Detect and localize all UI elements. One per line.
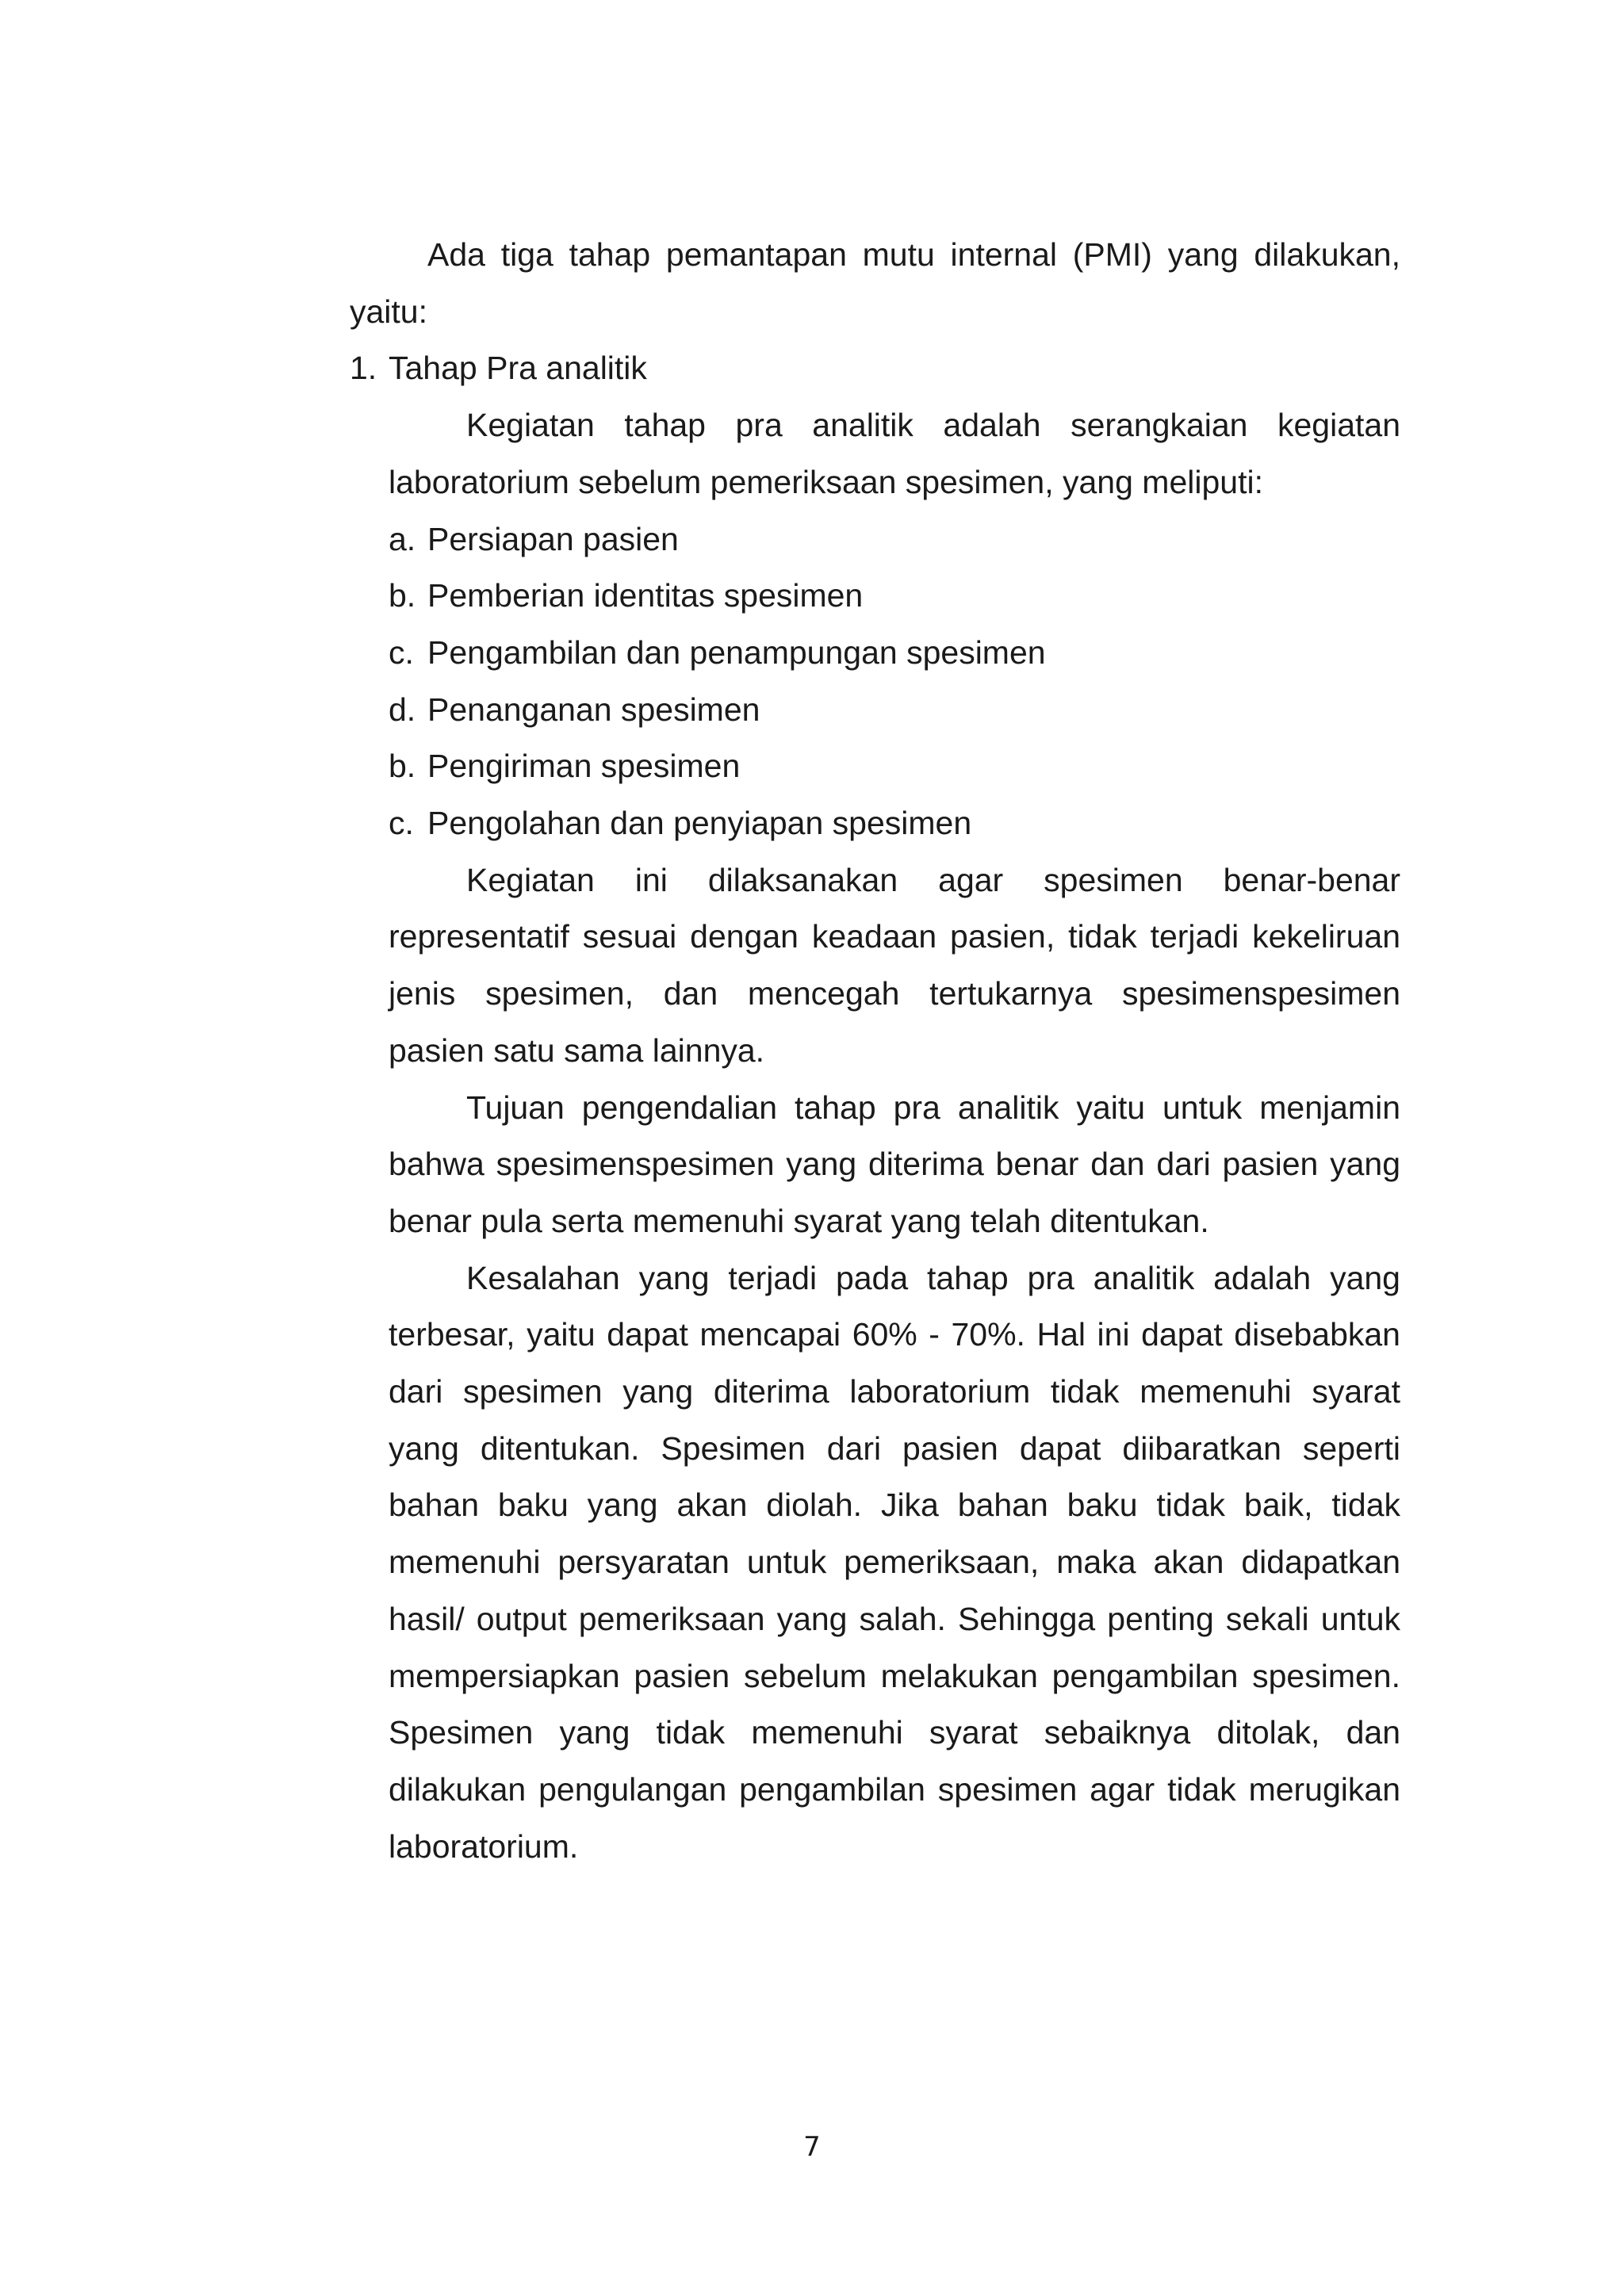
list-item-text: Persiapan pasien (427, 520, 679, 557)
list-item-text: Penanganan spesimen (427, 691, 760, 728)
list-item (389, 738, 1400, 795)
section-content (389, 397, 1400, 1875)
list-item-marker: a. (389, 520, 416, 557)
list-item-marker: b. (389, 748, 416, 785)
section-number: 1. (350, 350, 377, 387)
activity-list (389, 511, 1400, 852)
list-item (389, 568, 1400, 625)
list-item-text: Pengiriman spesimen (427, 748, 741, 785)
section-heading (350, 340, 1400, 397)
list-item (389, 795, 1400, 852)
section-title: Tahap Pra analitik (389, 350, 647, 387)
list-item-text: Pemberian identitas spesimen (427, 577, 864, 614)
list-item-marker: b. (389, 577, 416, 614)
section-lead-paragraph: Kegiatan tahap pra analitik adalah serangkaian kegiatan laboratorium sebelum pemeriksaan spesimen, yang meliputi: (389, 407, 1400, 500)
body-paragraph: Tujuan pengendalian tahap pra analitik yaitu untuk menjamin bahwa spesimenspesimen yang diterima benar dan dari pasien yang benar pula serta memenuhi syarat yang telah ditentukan. (389, 1089, 1400, 1239)
list-item-marker: c. (389, 805, 414, 842)
list-item-marker: d. (389, 691, 416, 728)
list-item (389, 625, 1400, 682)
list-item-marker: c. (389, 633, 414, 671)
list-item-text: Pengolahan dan penyiapan spesimen (427, 805, 972, 842)
intro-paragraph: Ada tiga tahap pemantapan mutu internal (PMI) yang dilakukan, yaitu: (350, 236, 1400, 330)
list-item (389, 682, 1400, 739)
list-item-text: Pengambilan dan penampungan spesimen (427, 633, 1046, 671)
document-body (350, 227, 1400, 1875)
body-paragraph: Kegiatan ini dilaksanakan agar spesimen benar-benar representatif sesuai dengan keadaan pasien, tidak terjadi kekeliruan jenis spesimen, dan mencegah tertukarnya spesimenspesimen pasien satu sama lainnya. (389, 861, 1400, 1069)
list-item (389, 511, 1400, 568)
body-paragraph: Kesalahan yang terjadi pada tahap pra analitik adalah yang terbesar, yaitu dapat mencapai 60% - 70%. Hal ini dapat disebabkan dari spesimen yang diterima laboratorium tidak memenuhi syarat yang ditentukan. Spesimen dari pasien dapat diibaratkan seperti bahan baku yang akan diolah. Jika bahan baku tidak baik, tidak memenuhi persyaratan untuk pemeriksaan, maka akan didapatkan hasil/ output pemeriksaan yang salah. Sehingga penting sekali untuk mempersiapkan pasien sebelum melakukan pengambilan spesimen. Spesimen yang tidak memenuhi syarat sebaiknya ditolak, dan dilakukan pengulangan pengambilan spesimen agar tidak merugikan laboratorium. (389, 1259, 1400, 1865)
page-number: 7 (803, 2131, 821, 2163)
